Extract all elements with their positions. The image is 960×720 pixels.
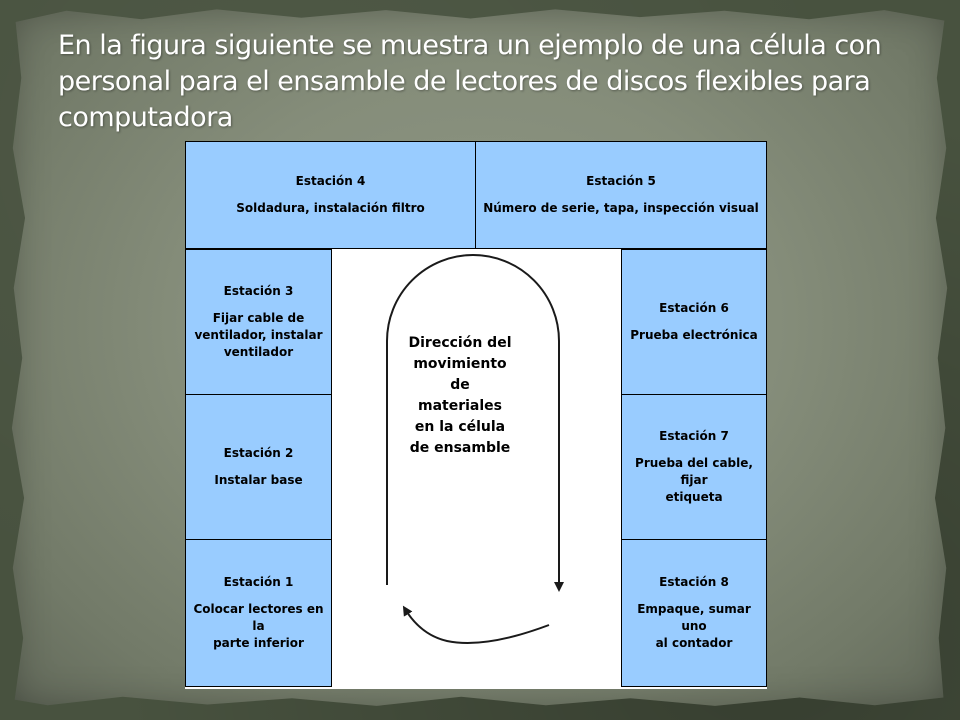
station-8-task: Empaque, sumar uno al contador bbox=[637, 602, 751, 650]
slide-title: En la figura siguiente se muestra un ejemplo de una célula con personal para el ensamble de lectores de discos flexibles para computadora bbox=[58, 30, 882, 133]
flow-direction-label bbox=[385, 333, 535, 459]
station-8-name: Estación 8 bbox=[659, 575, 729, 589]
station-2-task: Instalar base bbox=[214, 473, 303, 487]
station-5-name: Estación 5 bbox=[586, 174, 656, 188]
station-4-name: Estación 4 bbox=[295, 174, 366, 188]
station-3-name: Estación 3 bbox=[223, 284, 294, 298]
station-1-name: Estación 1 bbox=[223, 575, 294, 589]
station-3-task: Fijar cable de ventilador, instalar ventilador bbox=[194, 311, 323, 359]
station-6-name: Estación 6 bbox=[659, 301, 729, 315]
assembly-cell-diagram bbox=[185, 141, 767, 689]
station-2-name: Estación 2 bbox=[223, 446, 294, 460]
station-5-task: Número de serie, tapa, inspección visual bbox=[483, 201, 759, 215]
station-1-task: Colocar lectores en la parte inferior bbox=[193, 602, 324, 650]
flow-direction-text: Dirección del movimiento de materiales en la célula de ensamble bbox=[408, 335, 512, 456]
flow-return-arrow bbox=[405, 609, 549, 643]
station-7-task: Prueba del cable, fijar etiqueta bbox=[635, 456, 753, 504]
station-6-task: Prueba electrónica bbox=[630, 328, 758, 342]
station-4-task: Soldadura, instalación filtro bbox=[236, 201, 425, 215]
station-7-name: Estación 7 bbox=[659, 429, 729, 443]
